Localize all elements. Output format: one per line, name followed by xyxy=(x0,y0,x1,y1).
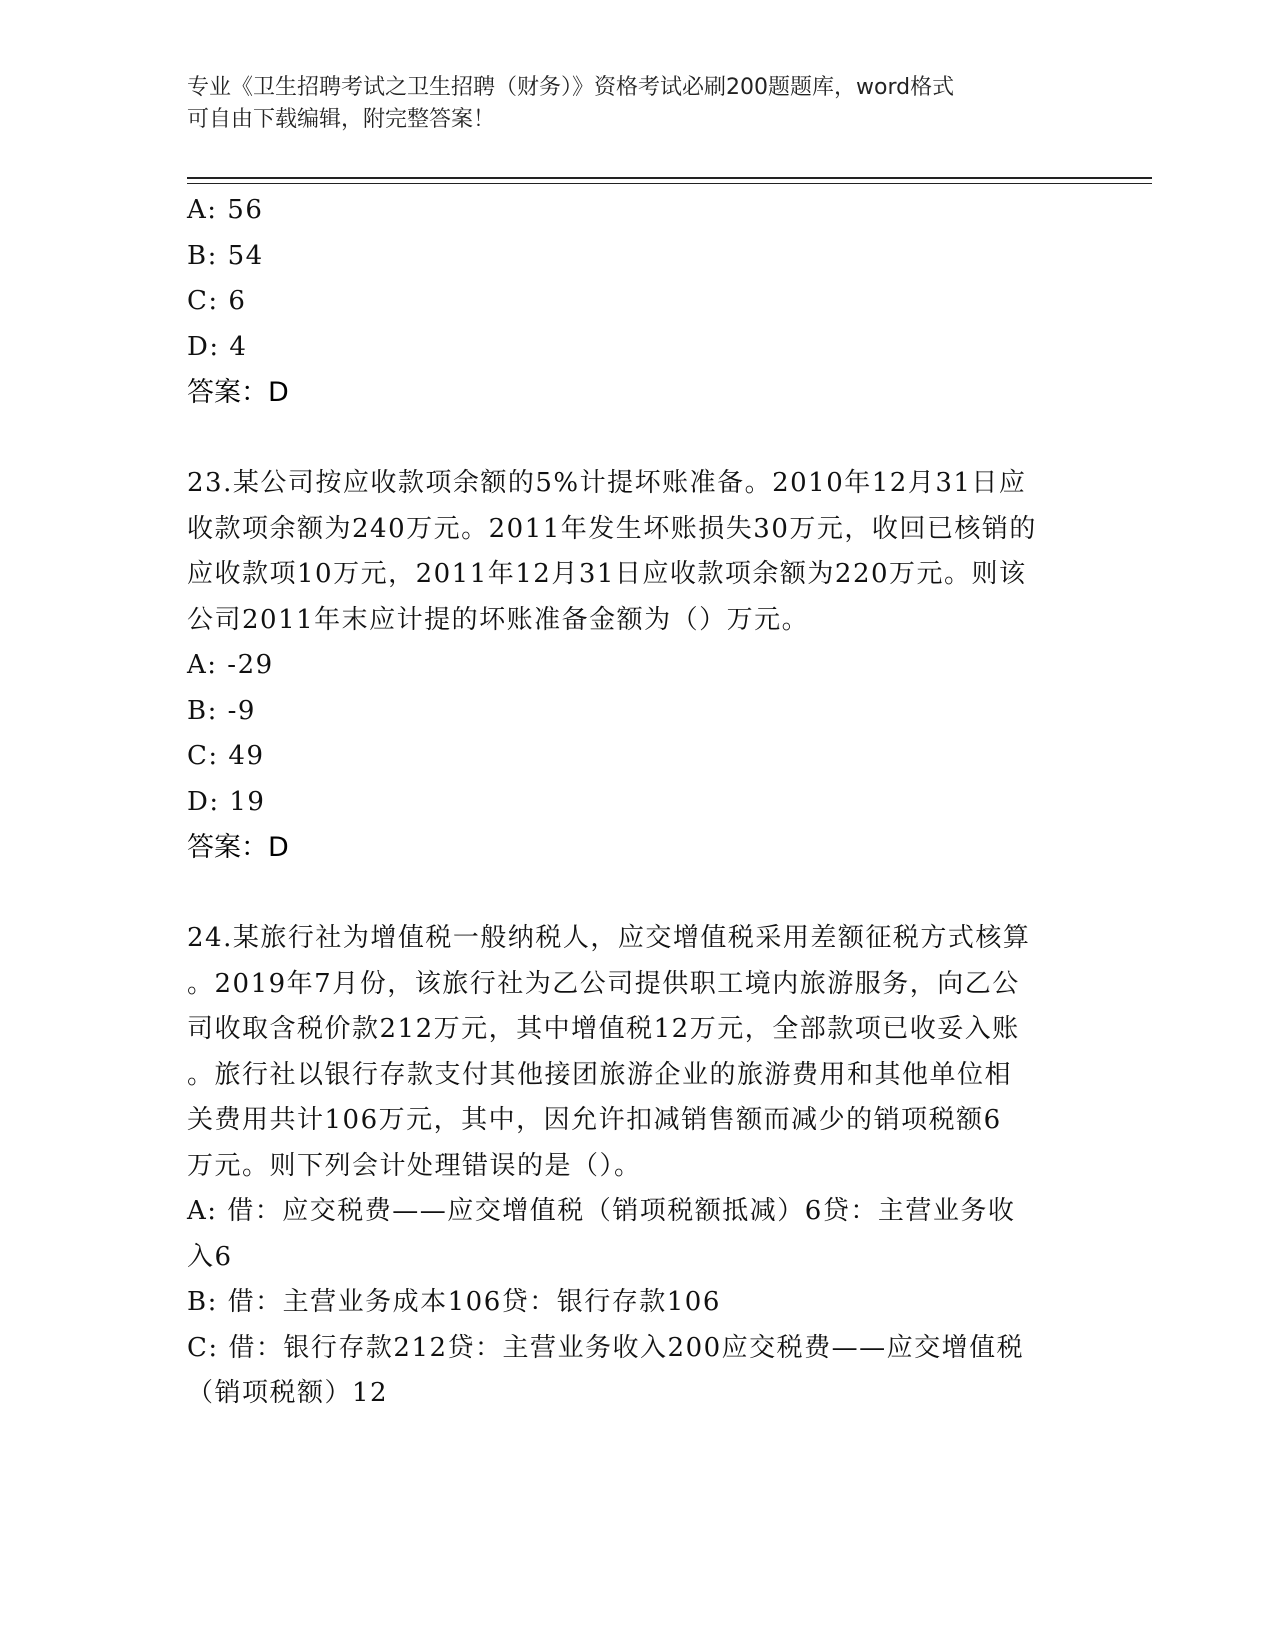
q22-option-a: A: 56 xyxy=(187,195,264,225)
q24-stem-line: 司收取含税价款212万元，其中增值税12万元，全部款项已收妥入账 xyxy=(187,1014,1020,1044)
q22-option-c: C: 6 xyxy=(187,286,247,316)
question-content xyxy=(187,188,1087,1417)
q22-option-b: B: 54 xyxy=(187,240,264,271)
q22-answer: 答案：D xyxy=(187,377,289,408)
document-header xyxy=(187,72,1067,136)
q24-option-b: B: 借：主营业务成本106贷：银行存款106 xyxy=(187,1287,721,1317)
header-line-1: 专业《卫生招聘考试之卫生招聘（财务）》资格考试必刷200题题库，word格式 xyxy=(187,75,955,100)
header-rule-thick xyxy=(187,177,1152,179)
q23-option-a: A: -29 xyxy=(187,650,274,680)
q24-stem-line: 万元。则下列会计处理错误的是（）。 xyxy=(187,1150,642,1181)
q23-stem xyxy=(187,461,1087,643)
q23-options xyxy=(187,643,1087,825)
q23-option-d: D: 19 xyxy=(187,786,266,817)
q22-option-d: D: 4 xyxy=(187,331,248,362)
q24-options xyxy=(187,1189,1087,1417)
q23-stem-line: 23.某公司按应收款项余额的5%计提坏账准备。2010年12月31日应 xyxy=(187,468,1027,498)
q23-stem-line: 公司2011年末应计提的坏账准备金额为（）万元。 xyxy=(187,604,810,635)
q23-stem-line: 收款项余额为240万元。2011年发生坏账损失30万元，收回已核销的 xyxy=(187,513,1037,544)
q22-options xyxy=(187,188,1087,370)
header-rule-thin xyxy=(187,183,1152,184)
q24-stem-line: 。旅行社以银行存款支付其他接团旅游企业的旅游费用和其他单位相 xyxy=(187,1059,1013,1090)
q24-option-c: C: 借：银行存款212贷：主营业务收入200应交税费——应交增值税 xyxy=(187,1332,1025,1363)
q23-answer: 答案：D xyxy=(187,832,289,863)
q23-stem-line: 应收款项10万元，2011年12月31日应收款项余额为220万元。则该 xyxy=(187,559,1027,589)
q24-stem-line: 。2019年7月份，该旅行社为乙公司提供职工境内旅游服务，向乙公 xyxy=(187,968,1020,999)
q23-option-b: B: -9 xyxy=(187,695,256,726)
spacer xyxy=(187,416,1087,462)
q24-stem-line: 24.某旅行社为增值税一般纳税人，应交增值税采用差额征税方式核算 xyxy=(187,923,1031,953)
q24-stem-line: 关费用共计106万元，其中，因允许扣减销售额而减少的销项税额6 xyxy=(187,1105,1002,1135)
q24-option-a-continued: 入6 xyxy=(187,1241,233,1272)
spacer xyxy=(187,871,1087,917)
q24-stem xyxy=(187,916,1087,1189)
q24-option-a: A: 借：应交税费——应交增值税（销项税额抵减）6贷：主营业务收 xyxy=(187,1196,1016,1226)
q24-option-c-continued: （销项税额）12 xyxy=(187,1378,389,1408)
header-line-2: 可自由下载编辑，附完整答案！ xyxy=(187,107,496,132)
q23-option-c: C: 49 xyxy=(187,741,265,771)
